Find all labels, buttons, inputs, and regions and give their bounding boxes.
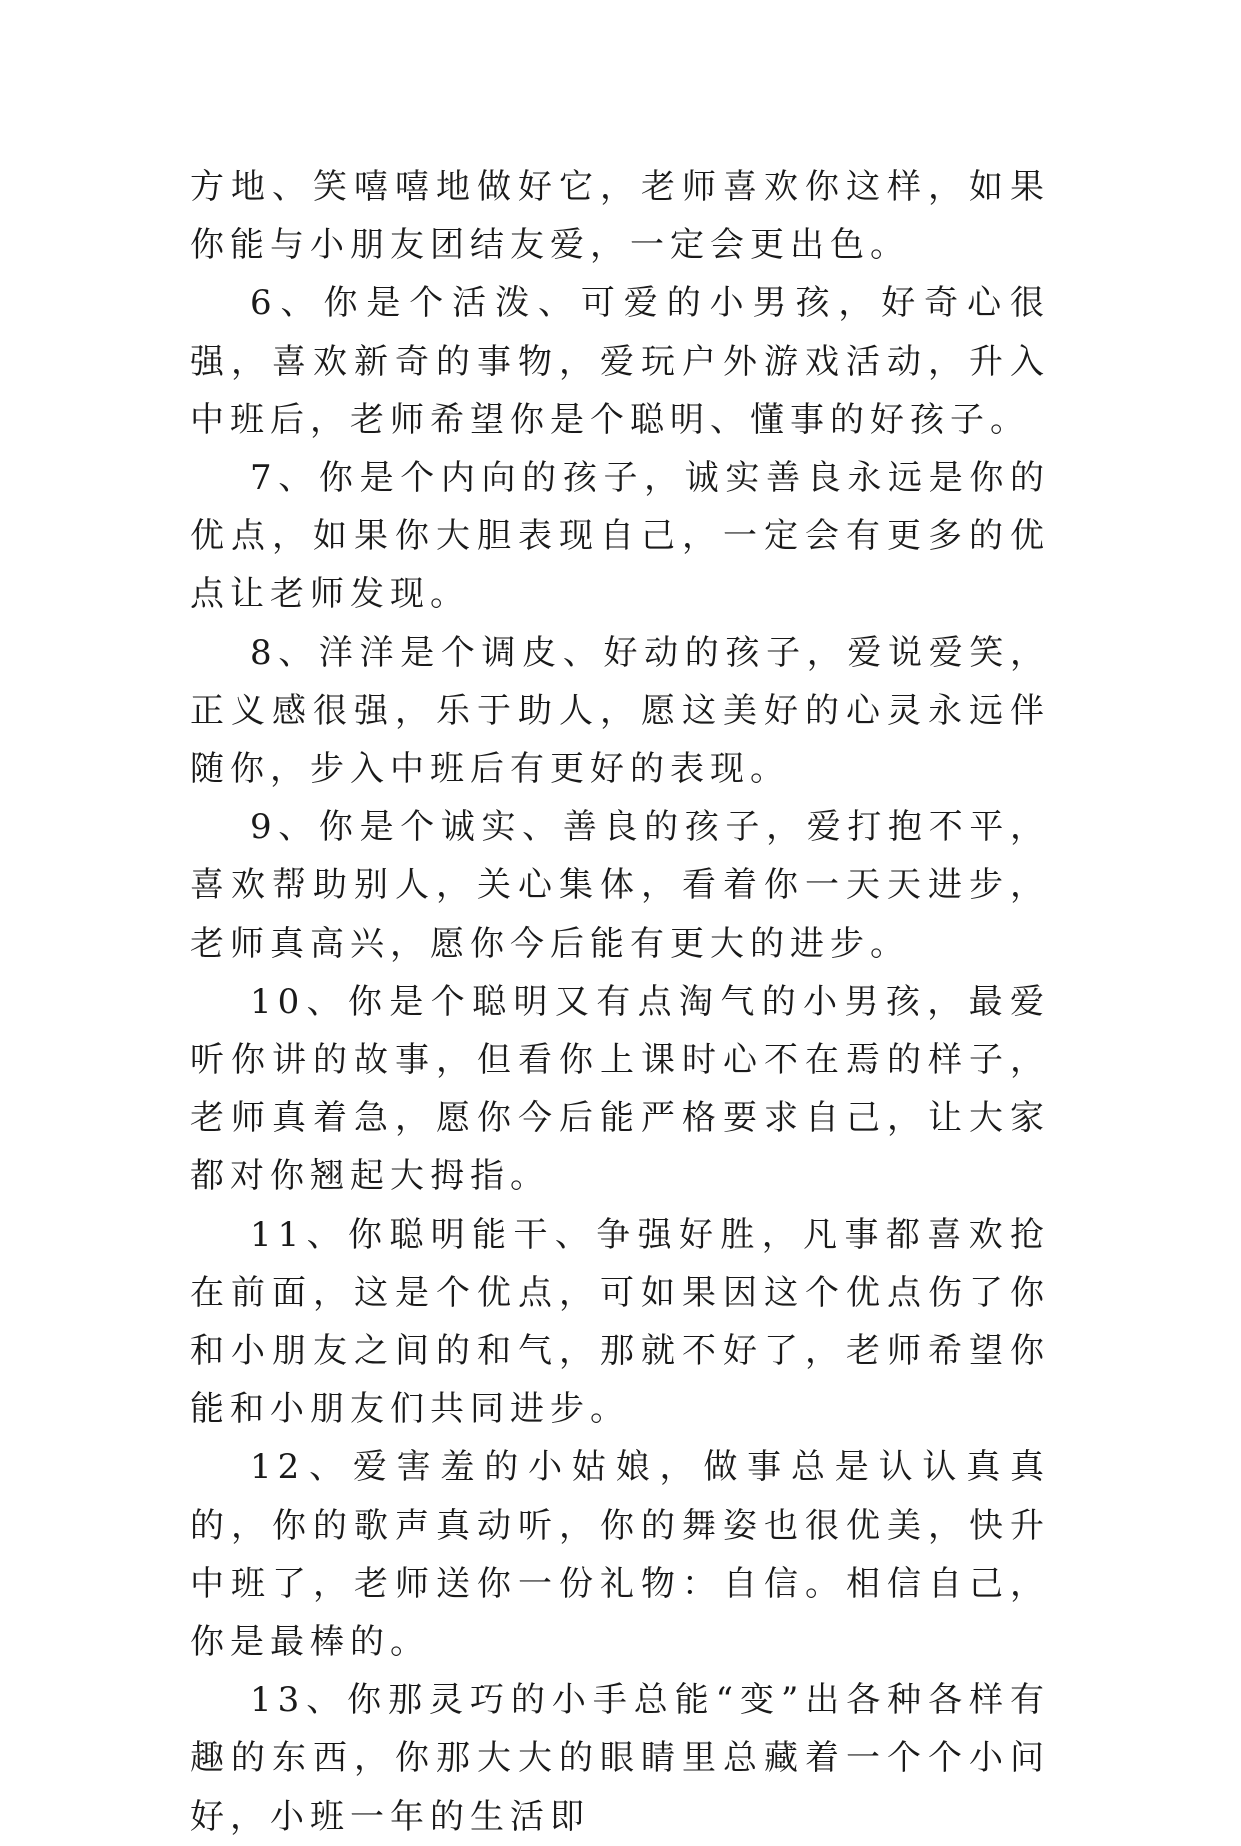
paragraph: 12、爱害羞的小姑娘，做事总是认认真真的，你的歌声真动听，你的舞姿也很优美，快升中班了，老师送你一份礼物：自信。相信自己，你是最棒的。	[190, 1447, 1050, 1663]
paragraph: 8、洋洋是个调皮、好动的孩子，爱说爱笑，正义感很强，乐于助人，愿这美好的心灵永远伴随你，步入中班后有更好的表现。	[190, 632, 1050, 790]
paragraph: 11、你聪明能干、争强好胜，凡事都喜欢抢在前面，这是个优点，可如果因这个优点伤了你和小朋友之间的和气，那就不好了，老师希望你能和小朋友们共同进步。	[190, 1214, 1050, 1430]
paragraph: 方地、笑嘻嘻地做好它，老师喜欢你这样，如果你能与小朋友团结友爱，一定会更出色。	[190, 167, 1050, 266]
paragraph: 9、你是个诚实、善良的孩子，爱打抱不平，喜欢帮助别人，关心集体，看着你一天天进步，老师真高兴，愿你今后能有更大的进步。	[190, 807, 1050, 964]
document-body	[190, 158, 1050, 1846]
paragraph: 6、你是个活泼、可爱的小男孩，好奇心很强，喜欢新奇的事物，爱玩户外游戏活动，升入中班后，老师希望你是个聪明、懂事的好孩子。	[190, 283, 1050, 440]
paragraph: 7、你是个内向的孩子，诚实善良永远是你的优点，如果你大胆表现自己，一定会有更多的优点让老师发现。	[190, 458, 1050, 615]
paragraph: 10、你是个聪明又有点淘气的小男孩，最爱听你讲的故事，但看你上课时心不在焉的样子，老师真着急，愿你今后能严格要求自己，让大家都对你翘起大拇指。	[190, 981, 1050, 1197]
paragraph: 13、你那灵巧的小手总能“变”出各种各样有趣的东西，你那大大的眼睛里总藏着一个个小问好，小班一年的生活即	[190, 1680, 1050, 1837]
